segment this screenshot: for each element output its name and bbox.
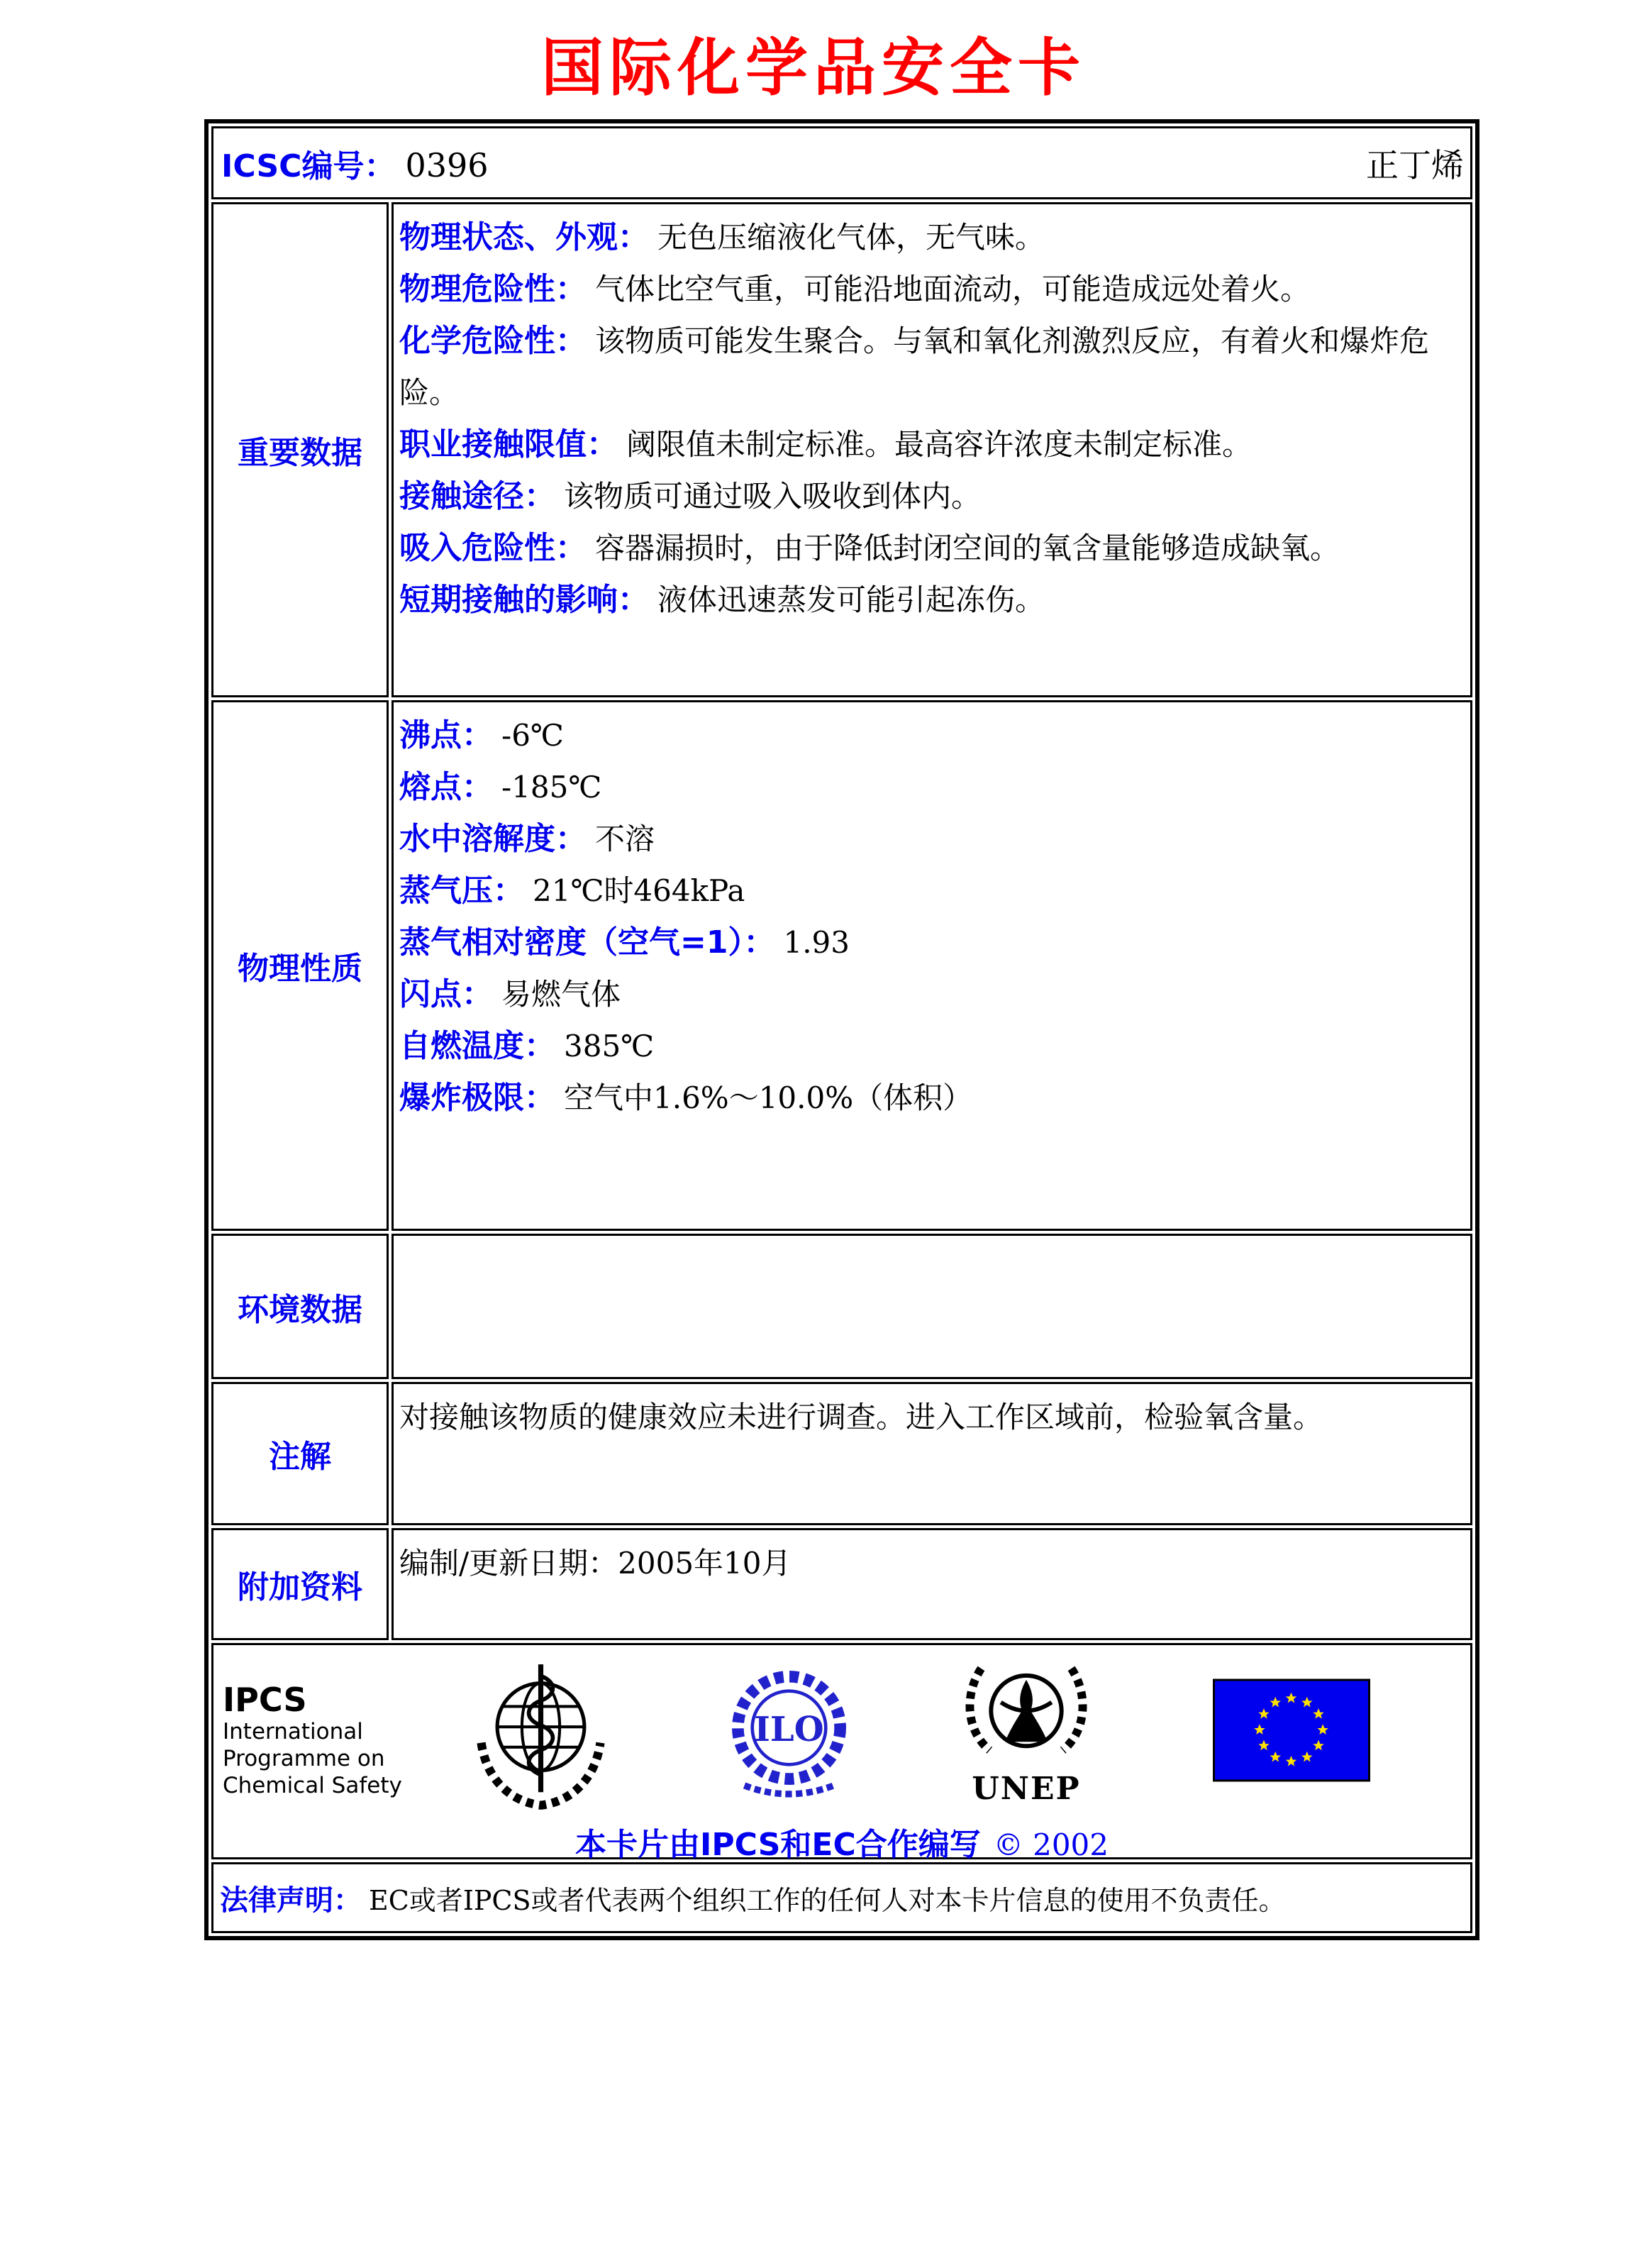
icsc-number-value: 0396 xyxy=(405,145,489,184)
notes-section-label: 注解 xyxy=(211,1382,389,1525)
data-line xyxy=(399,813,1465,865)
icsc-card-table xyxy=(204,119,1479,1940)
field-label: 爆炸极限： xyxy=(399,1080,555,1116)
data-line xyxy=(399,1391,1465,1443)
data-line xyxy=(399,1537,1465,1589)
field-label: 短期接触的影响： xyxy=(399,582,649,618)
field-value: 空气中1.6%～10.0%（体积） xyxy=(564,1080,973,1115)
data-line xyxy=(399,522,1465,574)
field-value: -185℃ xyxy=(501,770,602,804)
physical-properties-section-label: 物理性质 xyxy=(211,700,389,1231)
additional-info-text: 编制/更新日期：2005年10月 xyxy=(399,1546,792,1581)
field-label: 物理危险性： xyxy=(399,271,587,307)
ipcs-subtitle-line: International xyxy=(223,1719,363,1744)
field-label: 自燃温度： xyxy=(399,1028,555,1064)
physical-properties-row xyxy=(211,700,1472,1231)
environmental-data-section-label: 环境数据 xyxy=(211,1234,389,1379)
field-value: 21℃时464kPa xyxy=(533,873,745,908)
data-line xyxy=(399,968,1465,1020)
ipcs-name: IPCS xyxy=(223,1681,307,1719)
ipcs-subtitle-line: Chemical Safety xyxy=(223,1773,402,1798)
legal-row xyxy=(211,1862,1472,1933)
field-label: 水中溶解度： xyxy=(399,821,587,857)
data-line xyxy=(399,263,1465,315)
additional-info-content xyxy=(392,1528,1472,1640)
important-data-row xyxy=(211,202,1472,697)
data-line xyxy=(399,709,1465,761)
field-label: 物理状态、外观： xyxy=(399,219,649,255)
data-line xyxy=(399,211,1465,263)
data-line xyxy=(399,574,1465,626)
unep-logo-text: UNEP xyxy=(972,1771,1081,1807)
data-line xyxy=(399,470,1465,522)
notes-content xyxy=(392,1382,1472,1525)
notes-text: 对接触该物质的健康效应未进行调查。进入工作区域前，检验氧含量。 xyxy=(399,1400,1323,1434)
page-title: 国际化学品安全卡 xyxy=(540,31,1086,104)
ilo-logo-icon xyxy=(723,1667,855,1805)
field-value: 该物质可能发生聚合。与氧和氧化剂激烈反应，有着火和爆炸危险。 xyxy=(399,323,1430,410)
field-value: 液体迅速蒸发可能引起冻伤。 xyxy=(657,582,1045,617)
additional-info-row xyxy=(211,1528,1472,1640)
environmental-data-row xyxy=(211,1234,1472,1379)
field-value: 无色压缩液化气体，无气味。 xyxy=(657,220,1045,255)
field-label: 吸入危险性： xyxy=(399,530,587,566)
field-value: 容器漏损时，由于降低封闭空间的氧含量能够造成缺氧。 xyxy=(595,531,1340,565)
field-label: 沸点： xyxy=(399,717,493,753)
icsc-number xyxy=(221,140,489,186)
credit-text: 本卡片由IPCS和EC合作编写 xyxy=(574,1827,981,1863)
field-label: 职业接触限值： xyxy=(399,426,618,463)
data-line xyxy=(399,1020,1465,1072)
field-value: 气体比空气重，可能沿地面流动，可能造成远处着火。 xyxy=(595,272,1311,306)
header-row xyxy=(211,126,1472,199)
legal-notice xyxy=(214,1878,1470,1918)
credit-year: © 2002 xyxy=(993,1827,1109,1862)
field-label: 蒸气压： xyxy=(399,873,524,909)
field-value: 阈限值未制定标准。最高容许浓度未制定标准。 xyxy=(626,427,1253,462)
icsc-number-label: ICSC编号： xyxy=(221,148,396,184)
physical-properties-content xyxy=(392,700,1472,1231)
logos-strip xyxy=(214,1646,1470,1863)
card-header xyxy=(214,129,1470,197)
unep-logo-block xyxy=(952,1660,1101,1805)
field-value: 385℃ xyxy=(564,1029,655,1063)
data-line xyxy=(399,761,1465,813)
credit-line xyxy=(214,1819,1470,1864)
logos-row xyxy=(211,1643,1472,1859)
field-value: 1.93 xyxy=(783,925,850,960)
data-line xyxy=(399,1072,1465,1124)
ilo-logo-text: ILO xyxy=(754,1709,824,1749)
field-label: 熔点： xyxy=(399,769,493,805)
data-line xyxy=(399,917,1465,968)
field-label: 接触途径： xyxy=(399,478,555,514)
eu-flag-icon xyxy=(1213,1678,1370,1782)
environmental-data-content xyxy=(392,1234,1472,1379)
ipcs-text-block xyxy=(223,1681,402,1799)
legal-notice-text: EC或者IPCS或者代表两个组织工作的任何人对本卡片信息的使用不负责任。 xyxy=(369,1884,1286,1916)
data-line xyxy=(399,419,1465,470)
additional-info-section-label: 附加资料 xyxy=(211,1528,389,1640)
field-value: -6℃ xyxy=(501,718,564,753)
field-label: 蒸气相对密度（空气=1）： xyxy=(399,924,775,961)
important-data-content xyxy=(392,202,1472,697)
data-line xyxy=(399,865,1465,917)
important-data-section-label: 重要数据 xyxy=(211,202,389,697)
unep-logo-icon xyxy=(955,1660,1097,1770)
field-value: 易燃气体 xyxy=(501,977,621,1012)
field-value: 该物质可通过吸入吸收到体内。 xyxy=(564,479,982,514)
chemical-name: 正丁烯 xyxy=(1366,145,1464,184)
field-value: 不溶 xyxy=(595,822,655,856)
who-logo-icon xyxy=(468,1661,613,1814)
data-line xyxy=(399,315,1465,419)
field-label: 化学危险性： xyxy=(399,323,587,359)
ipcs-subtitle-line: Programme on xyxy=(223,1746,385,1771)
notes-row xyxy=(211,1382,1472,1525)
legal-notice-label: 法律声明： xyxy=(220,1883,362,1917)
field-label: 闪点： xyxy=(399,976,493,1012)
